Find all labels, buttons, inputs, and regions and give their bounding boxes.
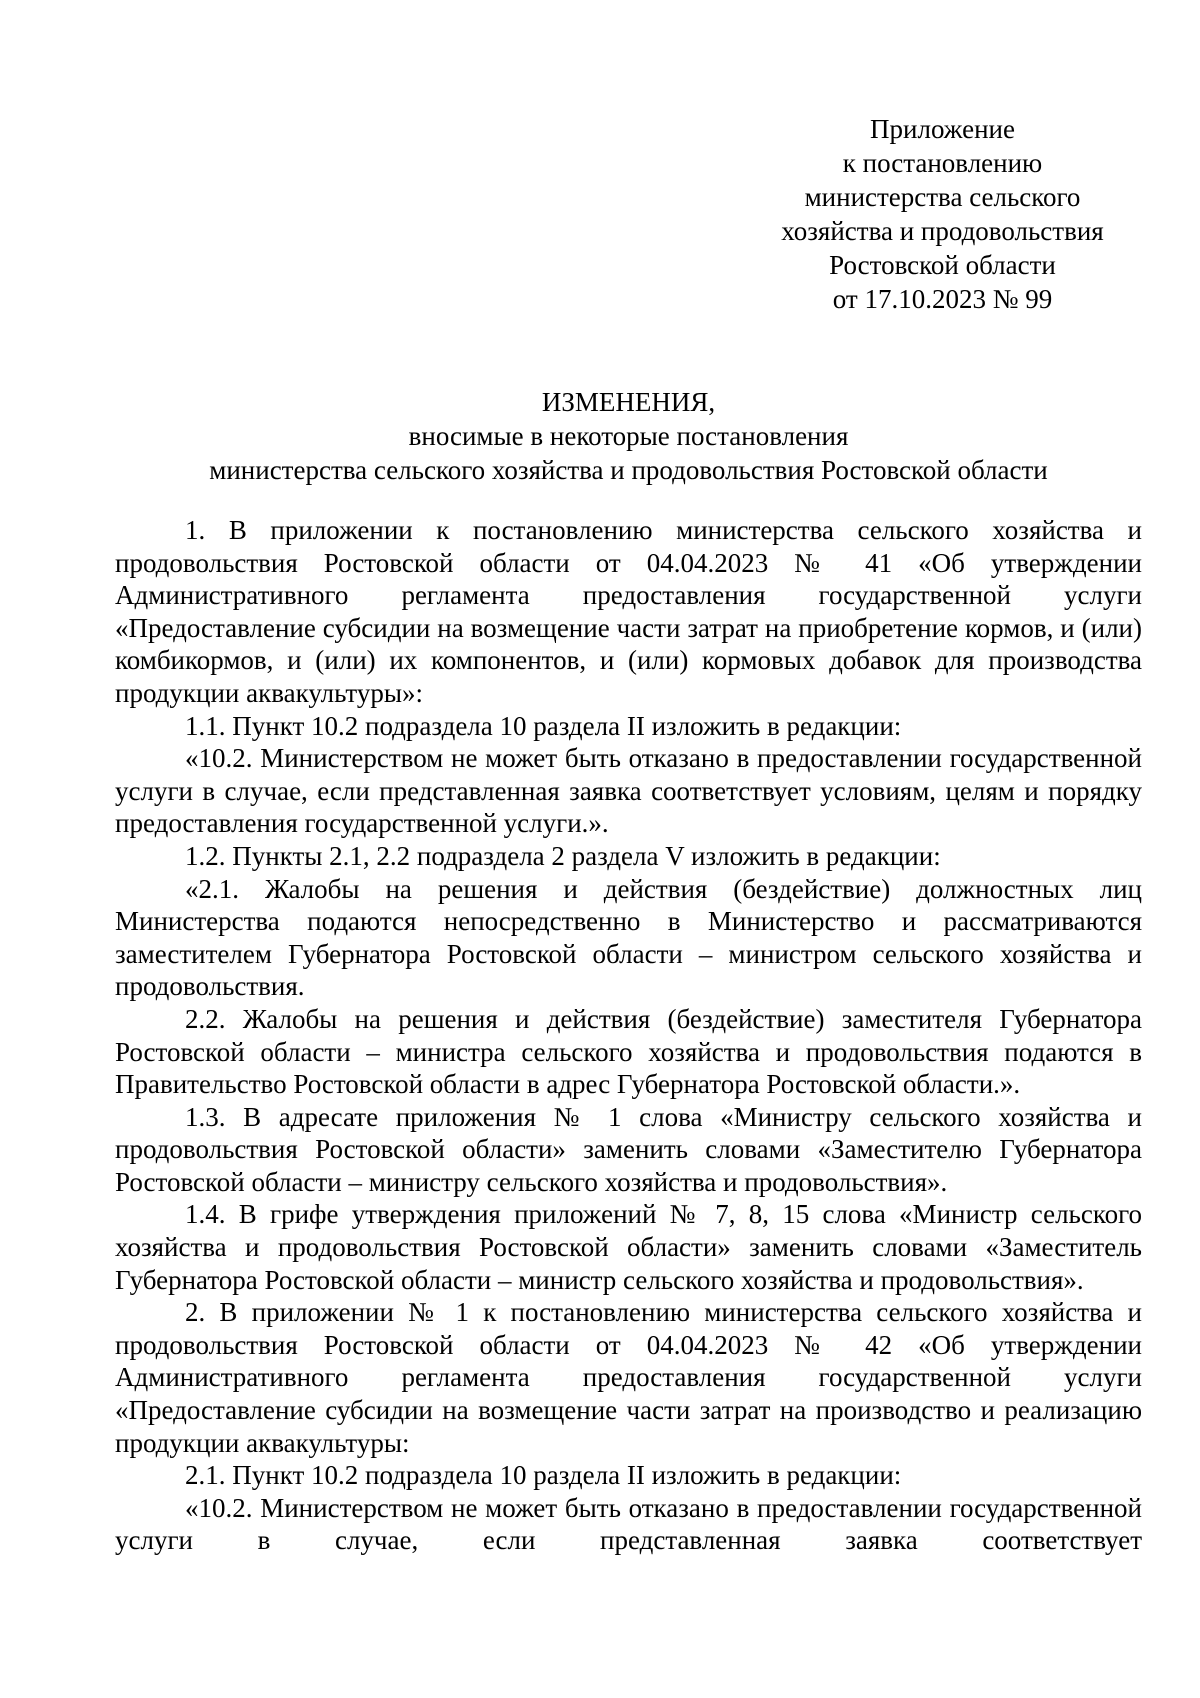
paragraph: 1.2. Пункты 2.1, 2.2 подраздела 2 раздела V изложить в редакции:: [185, 840, 941, 871]
paragraph: 1. В приложении к постановлению министерства сельского хозяйства и продовольствия Ростовской области от 04.04.2023 № 41 «Об утверждении Административного регламента предоставления государственной услуги «Предоставление субсидии на возмещение части затрат на приобретение кормов, и (или) комбикормов, и (или) их компонентов, и (или) кормовых добавок для производства продукции аквакультуры»:: [115, 515, 1142, 708]
paragraph-last: «10.2. Министерством не может быть отказано в предоставлении государственной услуги в случае, если представленная заявка соответствует: [115, 1492, 1142, 1556]
document-body: [115, 514, 1142, 1557]
title-subtitle: вносимые в некоторые постановления: [408, 421, 849, 451]
title-heading: ИЗМЕНЕНИЯ,: [541, 387, 716, 417]
paragraph: 1.4. В грифе утверждения приложений № 7, 8, 15 слова «Министр сельского хозяйства и продовольствия Ростовской области» заменить словами «Заместитель Губернатора Ростовской области – министр сельского хозяйства и продовольствия».: [115, 1199, 1142, 1295]
approval-line: от 17.10.2023 № 99: [832, 284, 1053, 314]
title-subtitle: министерства сельского хозяйства и продовольствия Ростовской области: [209, 455, 1048, 485]
approval-stamp: [770, 112, 1115, 316]
approval-line: Приложение: [870, 114, 1015, 144]
approval-line: министерства сельского: [804, 182, 1081, 212]
document-title: [115, 385, 1142, 487]
paragraph: 2.1. Пункт 10.2 подраздела 10 раздела II изложить в редакции:: [185, 1460, 902, 1491]
paragraph: «10.2. Министерством не может быть отказано в предоставлении государственной услуги в случае, если представленная заявка соответствует условиям, целям и порядку предоставления государственной услуги.».: [115, 743, 1142, 839]
approval-line: Ростовской области: [829, 250, 1056, 280]
paragraph: 2. В приложении № 1 к постановлению министерства сельского хозяйства и продовольствия Ростовской области от 04.04.2023 № 42 «Об утверждении Административного регламента предоставления государственной услуги «Предоставление субсидии на возмещение части затрат на производство и реализацию продукции аквакультуры:: [115, 1297, 1142, 1458]
paragraph: «2.1. Жалобы на решения и действия (бездействие) должностных лиц Министерства подаются непосредственно в Министерство и рассматриваются заместителем Губернатора Ростовской области – министром сельского хозяйства и продовольствия.: [115, 873, 1142, 1002]
paragraph: 1.3. В адресате приложения № 1 слова «Министру сельского хозяйства и продовольствия Ростовской области» заменить словами «Заместителю Губернатора Ростовской области – министру сельского хозяйства и продовольствия».: [115, 1101, 1142, 1197]
approval-line: хозяйства и продовольствия: [781, 216, 1104, 246]
paragraph: 1.1. Пункт 10.2 подраздела 10 раздела II изложить в редакции:: [185, 710, 902, 741]
paragraph: 2.2. Жалобы на решения и действия (бездействие) заместителя Губернатора Ростовской области – министра сельского хозяйства и продовольствия подаются в Правительство Ростовской области в адрес Губернатора Ростовской области.».: [115, 1003, 1142, 1100]
approval-line: к постановлению: [842, 148, 1043, 178]
